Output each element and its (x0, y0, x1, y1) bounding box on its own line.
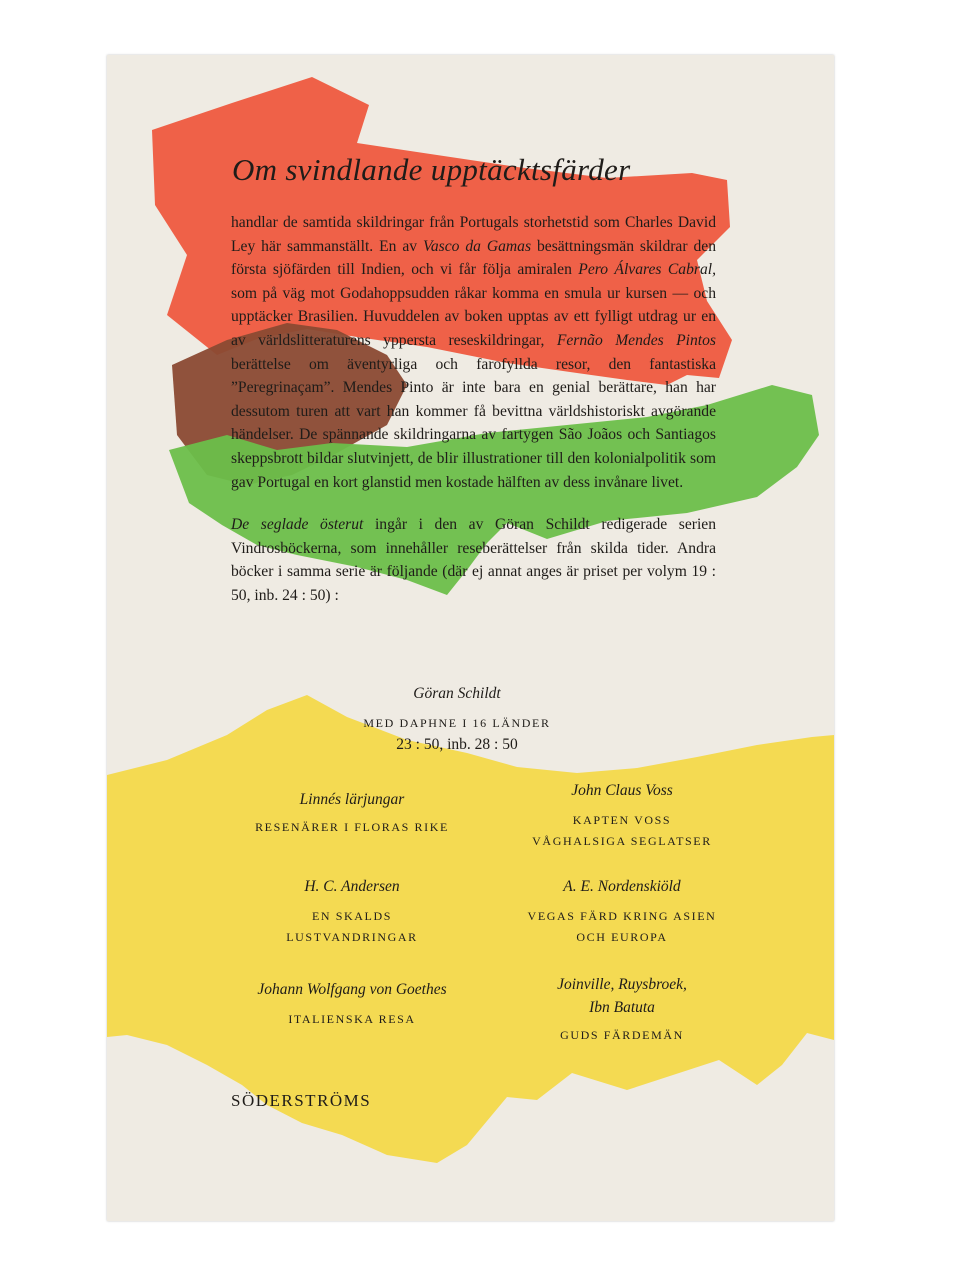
series-author: John Claus Voss (571, 782, 673, 799)
text-run: ingår i den av Göran Schildt redigerade serien Vindrosböckerna, som innehåller reseberättelser från skilda tider. Andra böcker i samma serie är följande (där ej annat anges är priset per volym 19 : 50, inb. 24 : 50) : (231, 516, 716, 604)
series-author: H. C. Andersen (304, 878, 400, 895)
description-paragraph-2 (231, 513, 716, 607)
featured-price: 23 : 50, inb. 28 : 50 (396, 736, 518, 753)
series-author: Linnés lärjungar (299, 791, 405, 808)
publisher-name: SÖDERSTRÖMS (231, 1091, 372, 1110)
text-run-italic: Fernão Mendes Pintos (556, 331, 716, 349)
text-run: besättningsmän skildrar den första sjöfärden till Indien, och vi får följa amiralen (231, 237, 716, 279)
series-author: Johann Wolfgang von Goethes (257, 981, 447, 998)
text-run-italic: Pero Álvares Cabral, (578, 261, 716, 279)
description-paragraph-1 (231, 211, 716, 494)
series-title: GUDS FÄRDEMÄN (560, 1028, 684, 1042)
text-run: berättelse om äventyrliga och farofyllda resor, den fantastiska ”Peregrinaçam”. Mendes Pinto är inte bara en genial berättare, han har dessutom turen att vart han kommer få bevittna världshistoriskt avgörande händelser. De spännande skildringarna av fartygen São Joãos och Santiagos skeppsbrott bildar slutvinjett, de blir illustrationer till den kolonialpolitik som gav Portugal en kort glanstid men kostade hälften av dess invånare livet. (231, 355, 716, 491)
series-title: RESENÄRER I FLORAS RIKE (255, 820, 449, 834)
book-back-cover (107, 55, 834, 1221)
headline: Om svindlande upptäcktsfärder (232, 152, 631, 187)
text-run: som på väg mot Godahoppsudden råkar komma en smula ur kursen — och upptäcker Brasilien. Huvuddelen av boken upptas av ett fylligt utdrag ur en av världslitteraturens yppersta reseskildringar, (231, 284, 716, 349)
description-text (231, 211, 716, 627)
series-title: ITALIENSKA RESA (288, 1012, 416, 1026)
series-title: KAPTEN VOSS (572, 813, 672, 827)
series-author: A. E. Nordenskiöld (563, 878, 681, 895)
series-title: LUSTVANDRINGAR (286, 930, 418, 944)
text-run-italic: De seglade österut (231, 516, 364, 534)
series-title: VÅGHALSIGA SEGLATSER (532, 834, 712, 848)
series-title: EN SKALDS (311, 909, 393, 923)
series-title: OCH EUROPA (576, 930, 668, 944)
text-run: handlar de samtida skildringar från Portugals storhetstid som Charles David Ley här sammanställt. En av (231, 214, 716, 255)
series-title: VEGAS FÄRD KRING ASIEN (527, 909, 717, 923)
featured-author: Göran Schildt (413, 685, 501, 702)
featured-title: MED DAPHNE I 16 LÄNDER (363, 716, 551, 730)
series-author: Joinville, Ruysbroek, Ibn Batuta (557, 976, 687, 1016)
text-run-italic: Vasco da Gamas (423, 237, 532, 255)
